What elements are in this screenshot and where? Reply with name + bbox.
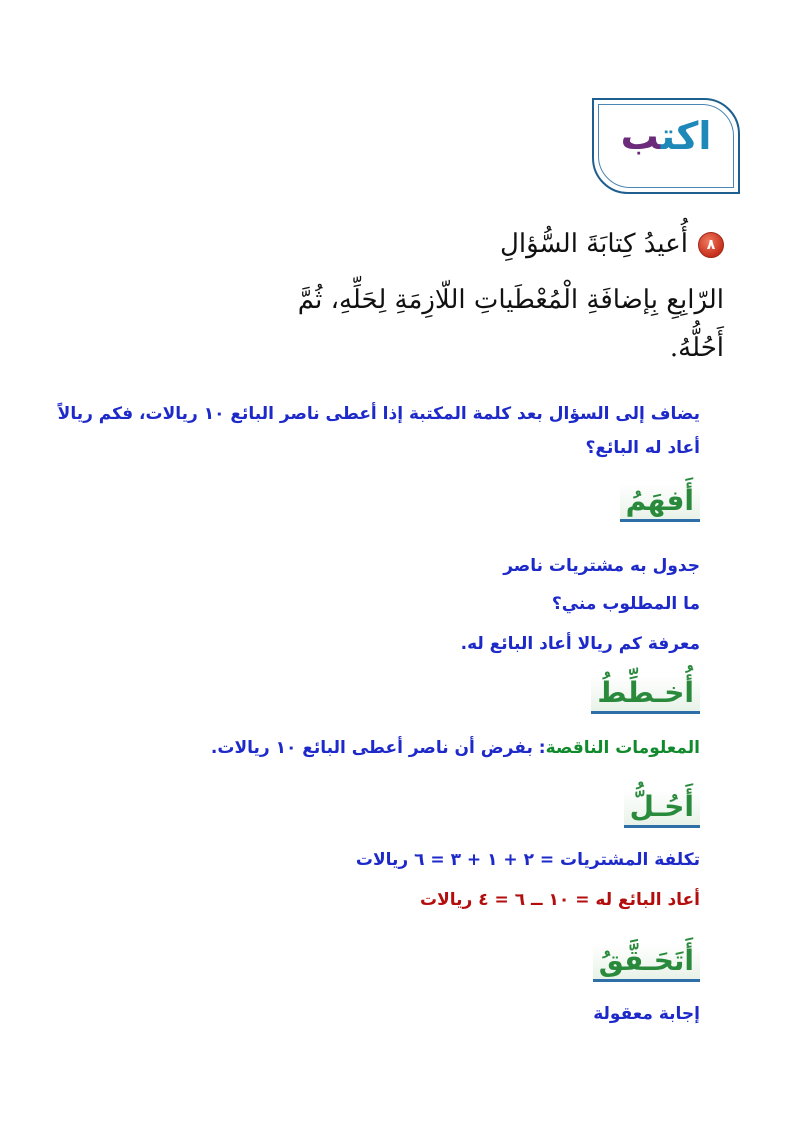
plan-label: المعلومات الناقصة (545, 738, 700, 758)
plan-text: : بفرض أن ناصر أعطى البائع ١٠ ريالات. (210, 738, 546, 758)
write-header-box (592, 98, 740, 194)
understand-line-1: جدول به مشتريات ناصر (503, 556, 700, 576)
question-line-2: الرّابِعِ بِإضافَةِ الْمُعْطَياتِ اللّازِمَةِ لِحَلِّهِ، ثُمَّ (297, 285, 724, 315)
understand-line-2: ما المطلوب مني؟ (551, 594, 700, 614)
solve-heading: أَحُـلُّ (624, 790, 700, 828)
solve-line-1: تكلفة المشتريات = ٢ + ١ + ٣ = ٦ ريالات (355, 850, 700, 870)
verify-line-1: إجابة معقولة (593, 1004, 700, 1024)
question-line-1: أُعيدُ كِتابَةَ السُّؤالِ (500, 229, 688, 259)
question-number-badge: ٨ (698, 232, 724, 258)
added-question-line-2: أعاد له البائع؟ (585, 438, 700, 458)
added-question-line-1: يضاف إلى السؤال بعد كلمة المكتبة إذا أعطى ناصر البائع ١٠ ريالات، فكم ريالاً (57, 404, 700, 424)
write-header-title (594, 114, 738, 158)
understand-line-3: معرفة كم ريالا أعاد البائع له. (460, 634, 700, 654)
verify-heading: أَتَحَـقَّقُ (593, 944, 700, 982)
plan-line (211, 738, 700, 758)
question-line-3: أَحُلُّهُ. (669, 333, 724, 363)
write-header-title-main: اكت (660, 114, 712, 158)
solve-line-2: أعاد البائع له = ١٠ ــ ٦ = ٤ ريالات (419, 890, 700, 910)
understand-heading: أَفهَمُ (620, 484, 700, 522)
plan-heading: أُخـطِّطُ (591, 676, 700, 714)
write-header-title-tail: ب (620, 114, 661, 158)
